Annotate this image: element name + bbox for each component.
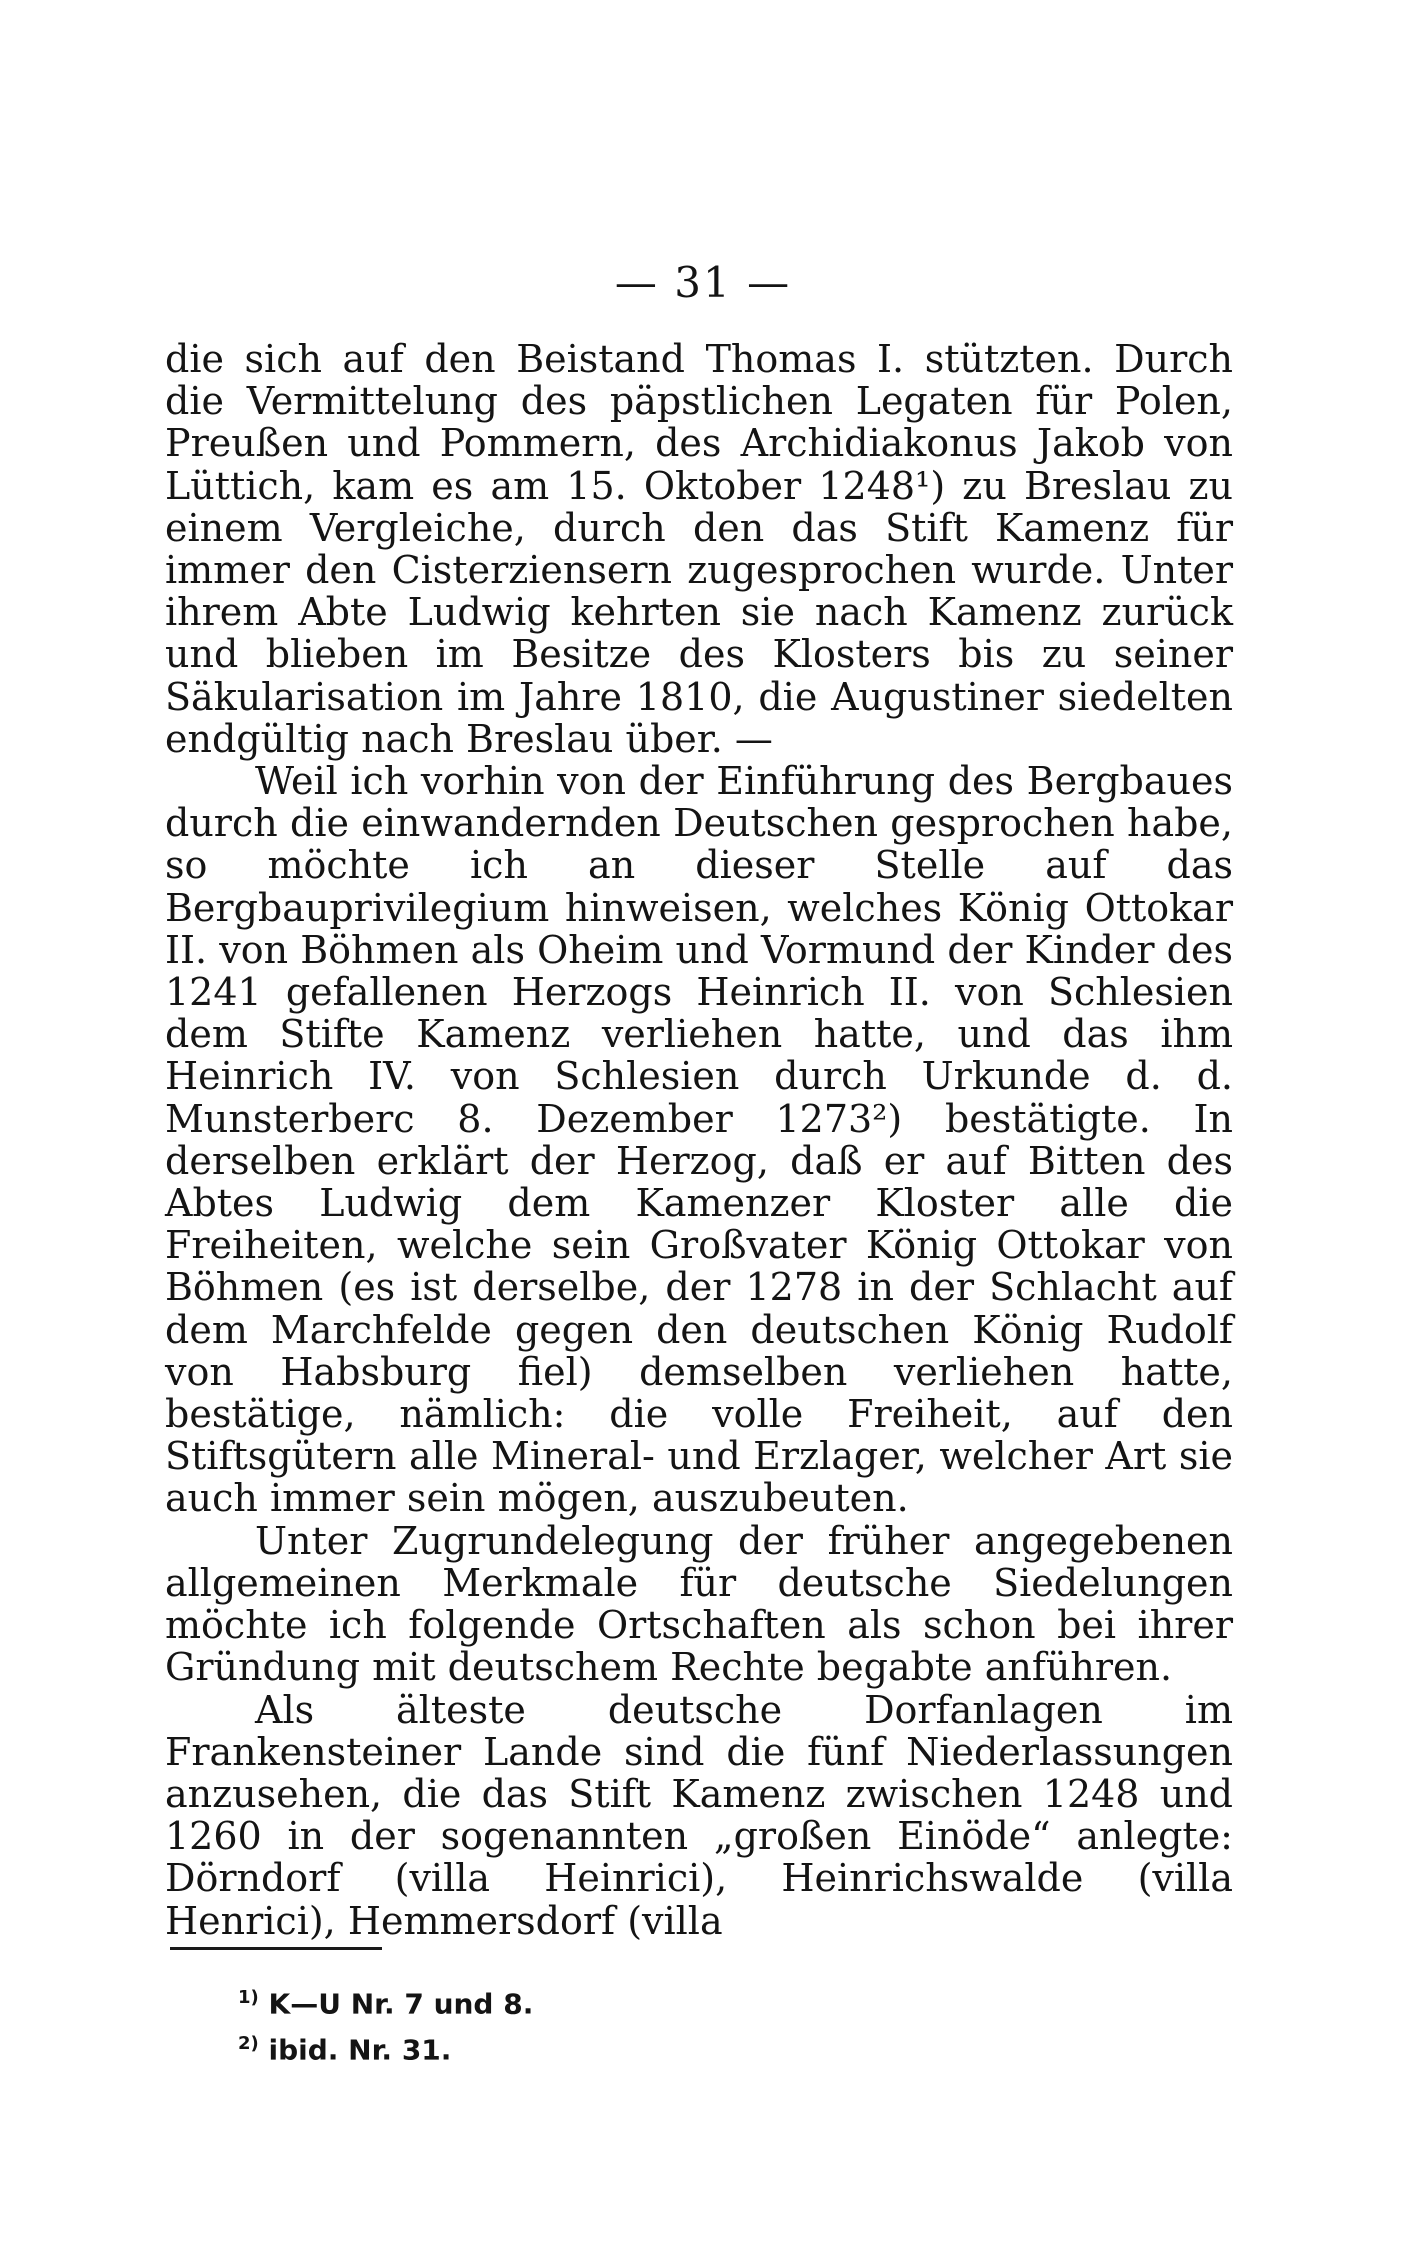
page-number: — 31 — <box>614 258 792 307</box>
paragraph: Als älteste deutsche Dorfanlagen im Frankensteiner Lande sind die fünf Niederlassungen anzusehen, die das Stift Kamenz zwischen 1248 und 1260 in der sogenannten „großen Einöde“ anlegte: Dörndorf (villa Heinrici), Heinrichswalde (villa Henrici), Hemmersdorf (villa <box>165 1687 1233 1943</box>
footnotes <box>238 1978 533 2071</box>
paragraph: Unter Zugrundelegung der früher angegebenen allgemeinen Merkmale für deutsche Siedelungen möchte ich folgende Ortschaften als schon bei ihrer Gründung mit deutschem Rechte begabte anführen. <box>165 1518 1233 1690</box>
footnote <box>238 2024 533 2070</box>
footnote-text: ibid. Nr. 31. <box>268 2033 452 2067</box>
footnote-text: K—U Nr. 7 und 8. <box>268 1987 534 2021</box>
paragraph: Weil ich vorhin von der Einführung des Bergbaues durch die einwandernden Deutschen gesprochen habe, so möchte ich an dieser Stelle auf das Bergbauprivilegium hinweisen, welches König Ottokar II. von Böhmen als Oheim und Vormund der Kinder des 1241 gefallenen Herzogs Heinrich II. von Schlesien dem Stifte Kamenz verliehen hatte, und das ihm Heinrich IV. von Schlesien durch Urkunde d. d. Munsterberc 8. Dezember 1273²) bestätigte. In derselben erklärt der Herzog, daß er auf Bitten des Abtes Ludwig dem Kamenzer Kloster alle die Freiheiten, welche sein Großvater König Ottokar von Böhmen (es ist derselbe, der 1278 in der Schlacht auf dem Marchfelde gegen den deutschen König Rudolf von Habsburg fiel) demselben verliehen hatte, bestätige, nämlich: die volle Freiheit, auf den Stiftsgütern alle Mineral- und Erzlager, welcher Art sie auch immer sein mögen, auszubeuten. <box>165 759 1233 1521</box>
footnote <box>238 1978 533 2024</box>
paragraph: die sich auf den Beistand Thomas I. stützten. Durch die Vermittelung des päpstlichen Legaten für Polen, Preußen und Pommern, des Archidiakonus Jakob von Lüttich, kam es am 15. Oktober 1248¹) zu Breslau zu einem Vergleiche, durch den das Stift Kamenz für immer den Cisterziensern zugesprochen wurde. Unter ihrem Abte Ludwig kehrten sie nach Kamenz zurück und blieben im Besitze des Klosters bis zu seiner Säkularisation im Jahre 1810, die Augustiner siedelten endgültig nach Breslau über. — <box>165 337 1233 761</box>
footnote-marker: 2) <box>238 2033 259 2055</box>
footnote-divider <box>170 1947 382 1950</box>
body-text <box>165 338 1233 1942</box>
footnote-marker: 1) <box>238 1987 259 2008</box>
